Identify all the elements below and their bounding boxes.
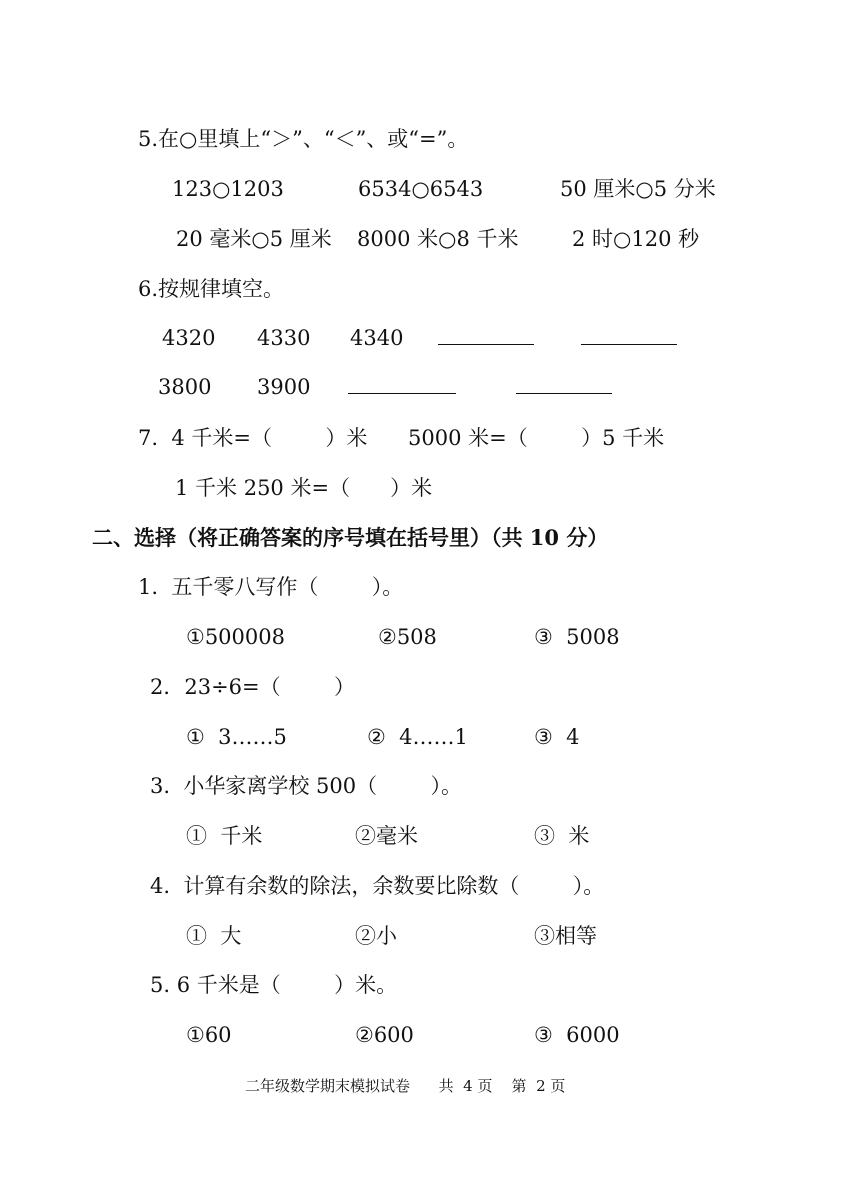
q6-seq1-item: 4340 bbox=[350, 326, 404, 350]
choice-option[interactable]: ②小 bbox=[355, 924, 397, 948]
q7-part3: 1 千米 250 米=（ ）米 bbox=[175, 476, 433, 500]
q6-seq2-item: 3800 bbox=[158, 375, 212, 399]
section2-heading: 二、选择（将正确答案的序号填在括号里）（共 10 分） bbox=[92, 525, 609, 550]
q6-seq1-item: 4330 bbox=[257, 326, 311, 350]
choice-option[interactable]: ③ 5008 bbox=[534, 625, 620, 649]
q5-title: 5.在○里填上“＞”、“＜”、或“=”。 bbox=[138, 127, 469, 151]
choice-option[interactable]: ③相等 bbox=[534, 924, 597, 948]
q5-compare-2: 6534○6543 bbox=[358, 177, 484, 201]
q6-seq2-blank[interactable] bbox=[348, 373, 456, 401]
page-footer: 二年级数学期末模拟试卷 共 4 页 第 2 页 bbox=[245, 1077, 566, 1095]
q7-part2: 5000 米=（ ）5 千米 bbox=[408, 426, 665, 450]
choice-option[interactable]: ② 4……1 bbox=[367, 725, 468, 749]
q6-title: 6.按规律填空。 bbox=[138, 277, 285, 301]
q7-part1: 7. 4 千米=（ ）米 bbox=[138, 426, 368, 450]
q6-seq1-item: 4320 bbox=[162, 326, 216, 350]
q6-seq1-blank[interactable] bbox=[438, 324, 534, 352]
q5-compare-4: 20 毫米○5 厘米 bbox=[176, 227, 332, 251]
q6-seq2-item: 3900 bbox=[257, 375, 311, 399]
choice-option[interactable]: ③ 6000 bbox=[534, 1023, 620, 1047]
q6-seq1-blank[interactable] bbox=[581, 324, 677, 352]
q5-compare-3: 50 厘米○5 分米 bbox=[560, 177, 716, 201]
q5-compare-1: 123○1203 bbox=[172, 177, 284, 201]
choice-option[interactable]: ②508 bbox=[378, 625, 437, 649]
choice-option[interactable]: ① 大 bbox=[186, 924, 242, 948]
choice-option[interactable]: ①500008 bbox=[186, 625, 285, 649]
q5-compare-5: 8000 米○8 千米 bbox=[357, 227, 519, 251]
choice-option[interactable]: ②600 bbox=[355, 1023, 414, 1047]
choice-question-5: 5. 6 千米是（ ）米。 bbox=[150, 973, 398, 997]
choice-question-3: 3. 小华家离学校 500（ ）。 bbox=[150, 774, 463, 798]
choice-question-1: 1. 五千零八写作（ ）。 bbox=[138, 575, 404, 599]
q6-seq2-blank[interactable] bbox=[516, 373, 612, 401]
choice-question-2: 2．23÷6=（ ） bbox=[150, 675, 356, 699]
choice-option[interactable]: ①60 bbox=[186, 1023, 232, 1047]
choice-option[interactable]: ① 3……5 bbox=[186, 725, 287, 749]
choice-option[interactable]: ③ 米 bbox=[534, 824, 590, 848]
choice-option[interactable]: ③ 4 bbox=[534, 725, 580, 749]
choice-option[interactable]: ②毫米 bbox=[355, 824, 418, 848]
q5-compare-6: 2 时○120 秒 bbox=[572, 227, 700, 251]
choice-question-4: 4. 计算有余数的除法，余数要比除数（ ）。 bbox=[150, 874, 605, 898]
choice-option[interactable]: ① 千米 bbox=[186, 824, 263, 848]
